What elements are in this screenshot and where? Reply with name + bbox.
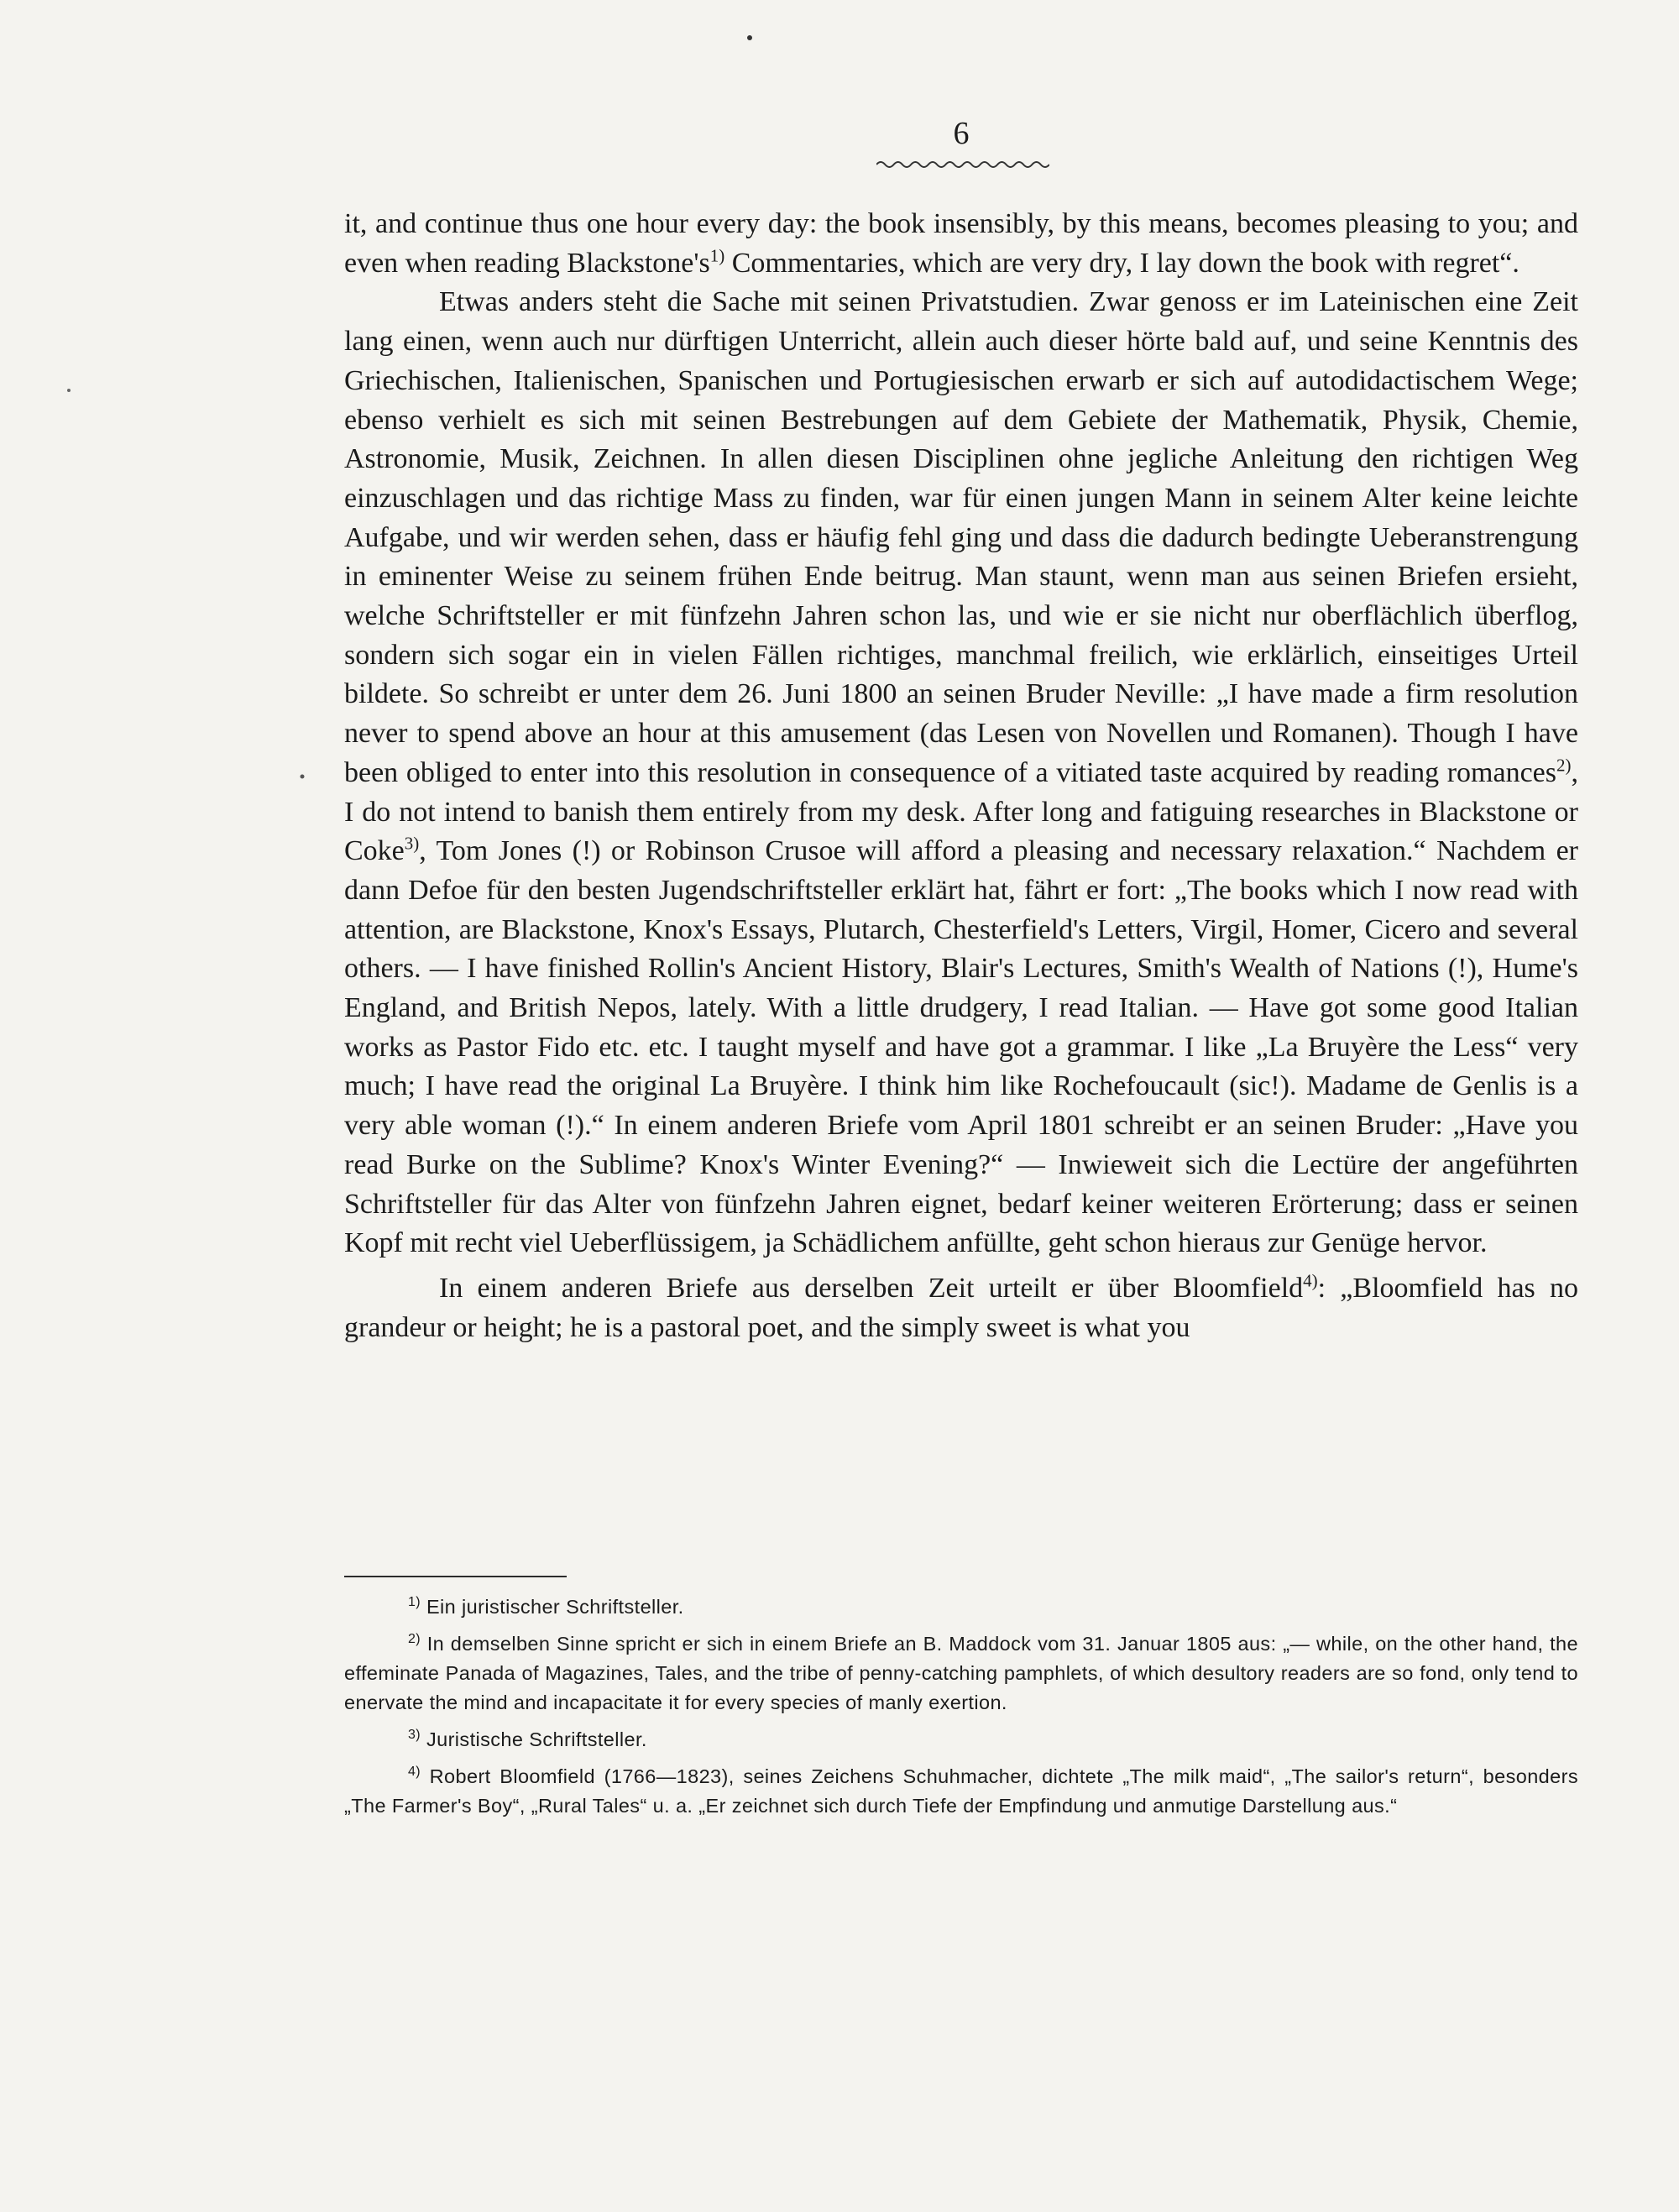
page-number: 6 [953, 116, 970, 151]
footnote-1 [344, 1592, 1578, 1622]
body-text [344, 205, 1578, 1347]
paragraph-3-text-a: In einem anderen Briefe aus derselben Zeit urteilt er über Bloomfield [439, 1272, 1304, 1304]
footnote-text: Robert Bloomfield (1766—1823), seines Zeichens Schuhmacher, dichtete „The milk maid“, „The sailor's return“, besonders „The Farmer's Boy“, „Rural Tales“ u. a. „Er zeichnet sich durch Tiefe der Empfindung und anmutige Darstellung aus.“ [344, 1765, 1578, 1817]
paragraph-1 [344, 205, 1578, 283]
paragraph-2-text-c: , Tom Jones (!) or Robinson Crusoe will afford a pleasing and necessary relaxation.“ Nachdem er dann Defoe für den besten Jugendschriftsteller erklärt hat, fährt er fort: „The books which I now read with attention, are Blackstone, Knox's Essays, Plutarch, Chesterfield's Letters, Virgil, Homer, Cicero and several others. — I have finished Rollin's Ancient History, Blair's Lectures, Smith's Wealth of Nations (!), Hume's England, and British Nepos, lately. With a little drudgery, I read Italian. — Have got some good Italian works as Pastor Fido etc. etc. I taught myself and have got a grammar. I like „La Bruyère the Less“ very much; I have read the original La Bruyère. I think him like Rochefoucault (sic!). Madame de Genlis is a very able woman (!).“ In einem anderen Briefe vom April 1801 schreibt er an seinen Bruder: „Have you read Burke on the Sublime? Knox's Winter Evening?“ — Inwieweit sich die Lectüre der angeführten Schriftsteller für das Alter von fünfzehn Jahren eignet, bedarf keiner weiteren Erörterung; dass er seinen Kopf mit recht viel Ueberflüssigem, ja Schädlichem anfüllte, geht schon hieraus zur Genüge hervor. [344, 835, 1578, 1259]
footnote-text: In demselben Sinne spricht er sich in einem Briefe an B. Maddock vom 31. Januar 1805 aus: „— while, on the other hand, the effeminate Panada of Magazines, Tales, and the tribe of penny-catching pamphlets, of which desultory readers are so fond, only tend to enervate the mind and incapacitate it for every species of manly exertion. [344, 1633, 1578, 1713]
footnote-mark: 2) [408, 1632, 421, 1647]
footnote-ref-3: 3) [404, 833, 420, 854]
footnote-ref-1: 1) [709, 245, 725, 266]
footnote-ref-2: 2) [1556, 755, 1572, 776]
paragraph-2-text-b: , I do not intend to banish them entirely from my desk. After long and fatiguing researches in Blackstone or Coke [344, 756, 1578, 867]
footnote-text: Ein juristischer Schriftsteller. [421, 1596, 684, 1618]
footnote-2 [344, 1629, 1578, 1718]
paragraph-3 [344, 1269, 1578, 1347]
paragraph-2-text-a: Etwas anders steht die Sache mit seinen Privatstudien. Zwar genoss er im Lateinischen eine Zeit lang einen, wenn auch nur dürftigen Unterricht, allein auch dieser hörte bald auf, und seine Kenntnis des Griechischen, Italienischen, Spanischen und Portugiesischen erwarb er sich auf autodidactischem Wege; ebenso verhielt es sich mit seinen Bestrebungen auf dem Gebiete der Mathematik, Physik, Chemie, Astronomie, Musik, Zeichnen. In allen diesen Disciplinen ohne jegliche Anleitung den richtigen Weg einzuschlagen und das richtige Mass zu finden, war für einen jungen Mann in seinem Alter keine leichte Aufgabe, und wir werden sehen, dass er häufig fehl ging und dass die dadurch bedingte Ueberanstrengung in eminenter Weise zu seinem frühen Ende beitrug. Man staunt, wenn man aus seinen Briefen ersieht, welche Schriftsteller er mit fünfzehn Jahren schon las, und wie er sie nicht nur oberflächlich überflog, sondern sich sogar ein in vielen Fällen richtiges, manchmal freilich, wie erklärlich, einseitiges Urteil bildete. So schreibt er unter dem 26. Juni 1800 an seinen Bruder Neville: „I have made a firm resolution never to spend above an hour at this amusement (das Lesen von Novellen und Romanen). Though I have been obliged to enter into this resolution in consequence of a vitiated taste acquired by reading romances [344, 286, 1578, 788]
footnote-mark: 1) [408, 1595, 421, 1610]
paragraph-1-text-b: Commentaries, which are very dry, I lay down the book with regret“. [724, 247, 1519, 279]
footnote-text: Juristische Schriftsteller. [421, 1728, 647, 1750]
paragraph-1-text-a: it, and continue thus one hour every day: the book insensibly, by this means, becomes pleasing to you; and even when reading Blackstone's [344, 208, 1578, 279]
footnote-ref-4: 4) [1303, 1270, 1318, 1291]
page-number-ornament [876, 158, 1049, 171]
footnote-mark: 3) [408, 1728, 421, 1743]
paragraph-3-text-b: : „Bloomfield has no grandeur or height; he is a pastoral poet, and the simply sweet is what you [344, 1272, 1578, 1343]
footnote-3 [344, 1725, 1578, 1754]
footnote-mark: 4) [408, 1765, 421, 1780]
footnotes [344, 1592, 1578, 1828]
paragraph-2 [344, 283, 1578, 1263]
footnote-4 [344, 1762, 1578, 1821]
footnote-separator [344, 1576, 567, 1577]
